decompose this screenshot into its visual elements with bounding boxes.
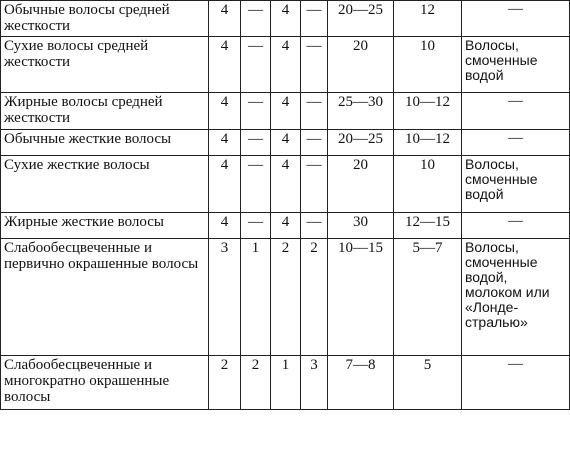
table-row [1, 1, 570, 37]
value-cell: 20 [328, 156, 394, 213]
value-cell: 5 [394, 356, 462, 410]
value-cell: — [241, 213, 271, 239]
table-row [1, 356, 570, 410]
note-cell: — [462, 1, 570, 37]
value-cell: 12—15 [394, 213, 462, 239]
value-cell: 5—7 [394, 239, 462, 356]
note-cell: Волосы, смоченные водой [462, 156, 570, 213]
value-cell: 4 [209, 156, 241, 213]
value-cell: 4 [271, 93, 301, 130]
value-cell: 4 [209, 93, 241, 130]
value-cell: 3 [301, 356, 328, 410]
table-row [1, 239, 570, 356]
value-cell: — [301, 130, 328, 156]
hair-type-cell: Слабообесцвеченные и первично окрашенные волосы [1, 239, 209, 356]
value-cell: 1 [241, 239, 271, 356]
table-row [1, 130, 570, 156]
value-cell: 1 [271, 356, 301, 410]
value-cell: 7—8 [328, 356, 394, 410]
value-cell: 4 [271, 213, 301, 239]
value-cell: 10 [394, 156, 462, 213]
value-cell: 10—12 [394, 130, 462, 156]
note-cell: Волосы, смоченные водой [462, 37, 570, 93]
value-cell: 10—12 [394, 93, 462, 130]
note-cell: — [462, 356, 570, 410]
hair-type-cell: Слабообесцвеченные и многократно окрашенные волосы [1, 356, 209, 410]
value-cell: 4 [271, 130, 301, 156]
value-cell: 4 [271, 1, 301, 37]
value-cell: 20—25 [328, 1, 394, 37]
value-cell: — [301, 156, 328, 213]
value-cell: 2 [209, 356, 241, 410]
value-cell: 20—25 [328, 130, 394, 156]
table-row [1, 156, 570, 213]
value-cell: — [301, 213, 328, 239]
value-cell: — [241, 156, 271, 213]
note-cell: — [462, 93, 570, 130]
value-cell: 10 [394, 37, 462, 93]
value-cell: 20 [328, 37, 394, 93]
value-cell: — [301, 93, 328, 130]
hair-type-cell: Жирные жесткие волосы [1, 213, 209, 239]
value-cell: 4 [209, 130, 241, 156]
value-cell: 30 [328, 213, 394, 239]
value-cell: — [301, 37, 328, 93]
table-row [1, 93, 570, 130]
hair-type-cell: Сухие волосы средней жесткости [1, 37, 209, 93]
hair-type-cell: Сухие жесткие волосы [1, 156, 209, 213]
value-cell: — [241, 37, 271, 93]
table-row [1, 37, 570, 93]
value-cell: — [301, 1, 328, 37]
note-cell: Волосы, смоченные водой, молоком или «Лонде-стралью» [462, 239, 570, 356]
value-cell: — [241, 1, 271, 37]
value-cell: 4 [209, 1, 241, 37]
note-cell: — [462, 130, 570, 156]
value-cell: 4 [209, 213, 241, 239]
value-cell: 10—15 [328, 239, 394, 356]
table-row [1, 213, 570, 239]
hair-type-cell: Обычные жесткие волосы [1, 130, 209, 156]
value-cell: 3 [209, 239, 241, 356]
value-cell: 2 [241, 356, 271, 410]
value-cell: 4 [271, 37, 301, 93]
value-cell: 2 [301, 239, 328, 356]
value-cell: — [241, 93, 271, 130]
value-cell: 2 [271, 239, 301, 356]
note-cell: — [462, 213, 570, 239]
value-cell: 25—30 [328, 93, 394, 130]
value-cell: 12 [394, 1, 462, 37]
value-cell: — [241, 130, 271, 156]
hair-type-cell: Жирные волосы средней жесткости [1, 93, 209, 130]
value-cell: 4 [271, 156, 301, 213]
hair-type-cell: Обычные волосы средней жесткости [1, 1, 209, 37]
value-cell: 4 [209, 37, 241, 93]
